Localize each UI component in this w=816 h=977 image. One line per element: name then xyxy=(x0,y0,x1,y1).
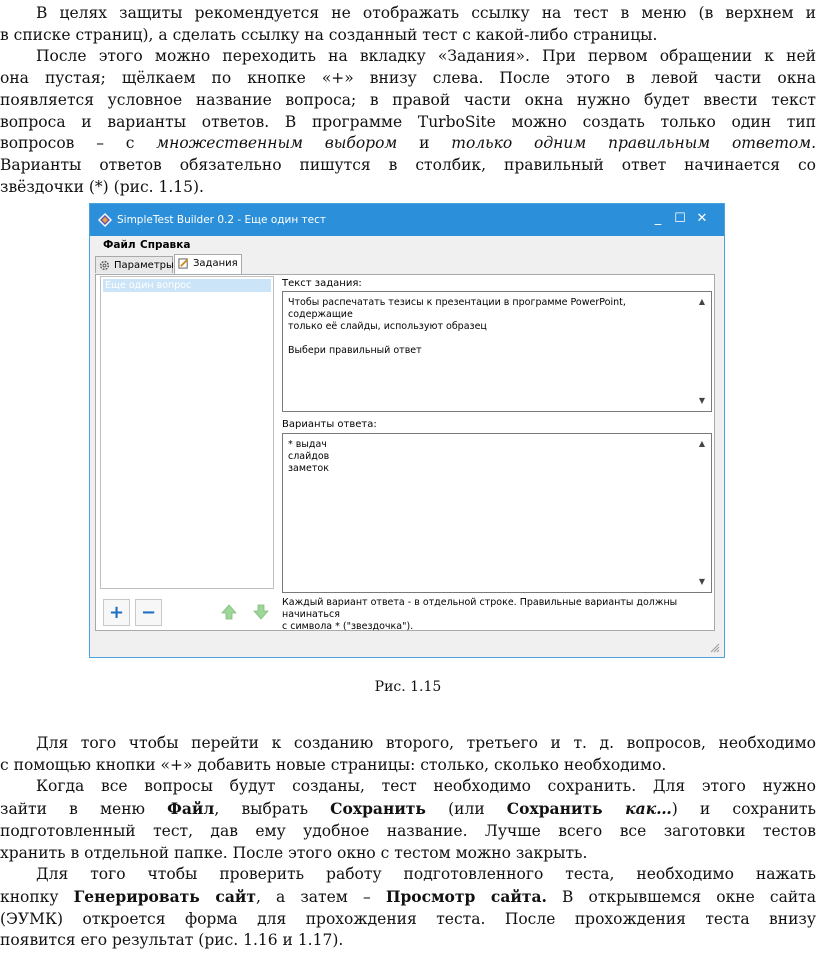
window-title: SimpleTest Builder 0.2 - Еще один тест xyxy=(117,214,327,226)
task-text-label: Текст задания: xyxy=(282,278,362,289)
tab-tasks-label: Задания xyxy=(193,258,238,269)
para4-line2-h: ) и сохранить xyxy=(671,800,816,819)
para2-line5-italic1: множественным выбором xyxy=(156,134,398,153)
edit-note-icon xyxy=(178,258,189,269)
answer-line-1: * выдач xyxy=(288,439,327,450)
window-titlebar[interactable] xyxy=(90,204,724,236)
gear-icon xyxy=(99,260,110,271)
para5-line3: (ЭУМК) откроется форма для прохождения теста. После прохождения теста внизу xyxy=(0,909,816,928)
plus-icon: + xyxy=(108,602,125,623)
answers-label: Варианты ответа: xyxy=(282,419,377,430)
tab-parameters-label: Параметры xyxy=(114,260,174,271)
para2-line5-and: и xyxy=(397,134,452,153)
para5-line2-a: кнопку xyxy=(0,887,74,906)
answer-line-3: заметок xyxy=(288,463,329,474)
task-text-area[interactable] xyxy=(282,291,712,412)
move-down-button[interactable] xyxy=(247,599,274,626)
app-diamond-icon xyxy=(98,213,112,227)
task-text-content xyxy=(288,297,689,357)
add-question-button[interactable] xyxy=(103,599,130,626)
para1-line2: в списке страниц), а сделать ссылку на созданный тест с какой-либо страницы. xyxy=(0,25,658,44)
para5-line2-c: , а затем – xyxy=(255,887,386,906)
tab-tasks[interactable] xyxy=(174,254,242,274)
arrow-up-icon xyxy=(220,603,238,621)
question-item-label: Еще один вопрос xyxy=(105,280,192,291)
para2-line4: вопроса и варианты ответов. В программе TurboSite можно создать только один тип xyxy=(0,112,816,131)
answers-hint xyxy=(282,597,712,633)
para5-generate-bold: Генерировать сайт xyxy=(73,886,256,906)
para5-line2 xyxy=(0,886,816,909)
para2-line3: появляется условное название вопроса; в правой части окна нужно будет ввести текст xyxy=(0,90,816,109)
para5-line1: Для того чтобы проверить работу подготовленного теста, необходимо нажать xyxy=(36,865,816,884)
task-text-line3: Выбери правильный ответ xyxy=(288,345,422,356)
answer-line-2: слайдов xyxy=(288,451,330,462)
app-window xyxy=(89,203,725,658)
maximize-button[interactable]: ☐ xyxy=(674,211,686,226)
para3-line2: с помощью кнопки «+» добавить новые страницы: столько, сколько необходимо. xyxy=(0,755,667,774)
figure-caption: Рис. 1.15 xyxy=(374,679,442,695)
para3-line1: Для того чтобы перейти к созданию второго, третьего и т. д. вопросов, необходимо xyxy=(36,734,816,752)
minus-icon: − xyxy=(140,602,157,623)
para2-line5-italic2: только одним правильным ответом. xyxy=(451,134,816,153)
answers-scroll-up-icon[interactable]: ▲ xyxy=(698,439,706,448)
answers-content xyxy=(288,439,689,475)
resize-grip-icon[interactable] xyxy=(708,641,720,653)
para4-file-bold: Файл xyxy=(167,799,215,819)
para5-line4: появится его результат (рис. 1.16 и 1.17). xyxy=(0,931,344,950)
para4-line4: хранить в отдельной папке. После этого окно с тестом можно закрыть. xyxy=(0,843,588,862)
hint-line1: Каждый вариант ответа - в отдельной строке. Правильные варианты должны начинаться xyxy=(282,597,678,620)
question-list[interactable] xyxy=(100,276,274,589)
para4-line3: подготовленный тест, дав ему удобное название. Лучше всего все заготовки тестов xyxy=(0,821,816,840)
answers-scroll-down-icon[interactable]: ▼ xyxy=(698,577,706,586)
para5-line2-e: В открывшемся окне сайта xyxy=(546,887,816,906)
task-scroll-down-icon[interactable]: ▼ xyxy=(698,396,706,405)
menu-file[interactable]: Файл xyxy=(103,239,136,251)
task-text-spacer xyxy=(288,333,689,345)
para2-line7: звёздочки (*) (рис. 1.15). xyxy=(0,177,204,196)
hint-line2: с символа * ("звездочка"). xyxy=(282,621,414,632)
remove-question-button[interactable] xyxy=(135,599,162,626)
bottom-text-block xyxy=(0,733,816,952)
menu-bar xyxy=(90,236,724,254)
para4-line1: Когда все вопросы будут созданы, тест необходимо сохранить. Для этого нужно xyxy=(36,777,816,796)
tab-parameters[interactable] xyxy=(95,256,173,273)
minimize-button[interactable]: _ xyxy=(654,211,662,226)
para4-line2 xyxy=(0,798,816,821)
para2-line1: После этого можно переходить на вкладку «Задания». При первом обращении к ней xyxy=(36,47,816,66)
para4-line2-c: , выбрать xyxy=(214,800,331,819)
task-scroll-up-icon[interactable]: ▲ xyxy=(698,297,706,306)
task-text-line1: Чтобы распечатать тезисы к презентации в программе PowerPoint, содержащие xyxy=(288,297,626,320)
para1-line1: В целях защиты рекомендуется не отображать ссылку на тест в меню (в верхнем и xyxy=(36,4,816,22)
para2-line5 xyxy=(0,133,816,155)
para4-line2-a: зайти в меню xyxy=(0,800,168,819)
para4-saveas-bold: Сохранить xyxy=(506,799,603,819)
list-item[interactable] xyxy=(103,279,271,292)
para2-line6: Варианты ответов обязательно пишутся в столбик, правильный ответ начинается со xyxy=(0,155,816,174)
menu-help[interactable]: Справка xyxy=(140,239,191,251)
para4-saveas-italic: как… xyxy=(602,799,672,819)
answers-text-area[interactable] xyxy=(282,433,712,593)
top-text-block xyxy=(0,3,816,198)
move-up-button[interactable] xyxy=(215,599,242,626)
arrow-down-icon xyxy=(252,603,270,621)
close-button[interactable]: ✕ xyxy=(696,211,708,226)
para4-line2-e: (или xyxy=(425,800,507,819)
para2-line2: она пустая; щёлкаем по кнопке «+» внизу слева. После этого в левой части окна xyxy=(0,69,816,88)
task-text-line2: только её слайды, используют образец xyxy=(288,321,487,332)
para2-line5-text: вопросов – с xyxy=(0,134,157,153)
para4-save-bold: Сохранить xyxy=(330,799,426,819)
para5-preview-bold: Просмотр сайта. xyxy=(385,886,547,906)
